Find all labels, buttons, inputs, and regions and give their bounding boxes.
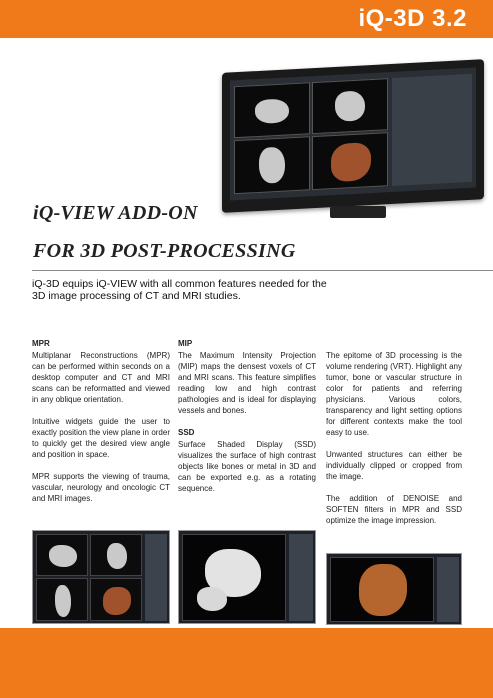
vrt-paragraph-1: The epitome of 3D processing is the volume rendering (VRT). Highlight any tumor, bone or vascular structure in color for patients and referring physicians. Various colors, transparency and light setting options for different contexts make the tool easy to use. xyxy=(326,351,462,437)
product-title: iQ-3D 3.2 xyxy=(358,5,467,32)
mpr-paragraph-2: Intuitive widgets guide the user to exactly position the view plane in order to quickly get the desired view angle and position in space. xyxy=(32,417,170,459)
mip-heading: MIP xyxy=(178,339,193,348)
header-bar xyxy=(0,0,493,38)
monitor-screen xyxy=(230,68,476,201)
mpr-paragraph-1: Multiplanar Reconstructions (MPR) can be performed within seconds on a desktop computer and CT and MRI scans can be reformatted and viewed in any oblique orientation. xyxy=(32,351,170,404)
mpr-screenshot xyxy=(32,530,170,624)
monitor-illustration xyxy=(222,66,484,226)
ssd-screenshot xyxy=(178,530,316,624)
intro-text: iQ-3D equips iQ-VIEW with all common features needed for the 3D image processing of CT and MRI studies. xyxy=(32,278,327,302)
headline-line-2: FOR 3D POST-PROCESSING xyxy=(33,240,296,262)
ssd-heading: SSD xyxy=(178,428,195,437)
divider xyxy=(32,270,493,271)
mpr-paragraph-3: MPR supports the viewing of trauma, vascular, neurology and oncologic CT and MRI images. xyxy=(32,472,170,503)
ssd-paragraph: Surface Shaded Display (SSD) visualizes the surface of high contrast objects like bones or metal in 3D and can be exported e.g. as a rotating sequence. xyxy=(178,440,316,493)
viewport-axial xyxy=(234,82,310,138)
viewport-3d xyxy=(312,132,388,190)
mpr-heading: MPR xyxy=(32,339,50,348)
vrt-screenshot xyxy=(326,553,462,625)
monitor-stand xyxy=(330,206,386,218)
monitor-side-panel xyxy=(392,74,472,186)
vrt-paragraph-3: The addition of DENOISE and SOFTEN filters in MPR and SSD optimize the image impression. xyxy=(326,494,462,525)
headline-line-1: iQ-VIEW ADD-ON xyxy=(33,202,198,224)
mip-paragraph: The Maximum Intensity Projection (MIP) maps the densest voxels of CT and MRI scans. This feature simplifies reading low and high contrast pathologies and is ideal for displaying vessels and bones. xyxy=(178,351,316,415)
footer-bar xyxy=(0,628,493,698)
viewport-coronal xyxy=(312,78,388,134)
column-vrt xyxy=(326,350,462,537)
column-mpr xyxy=(32,338,170,515)
viewport-sagittal xyxy=(234,136,310,194)
column-mip-ssd xyxy=(178,338,316,505)
vrt-paragraph-2: Unwanted structures can either be individually clipped or cropped from the image. xyxy=(326,450,462,481)
monitor-frame xyxy=(222,59,484,213)
